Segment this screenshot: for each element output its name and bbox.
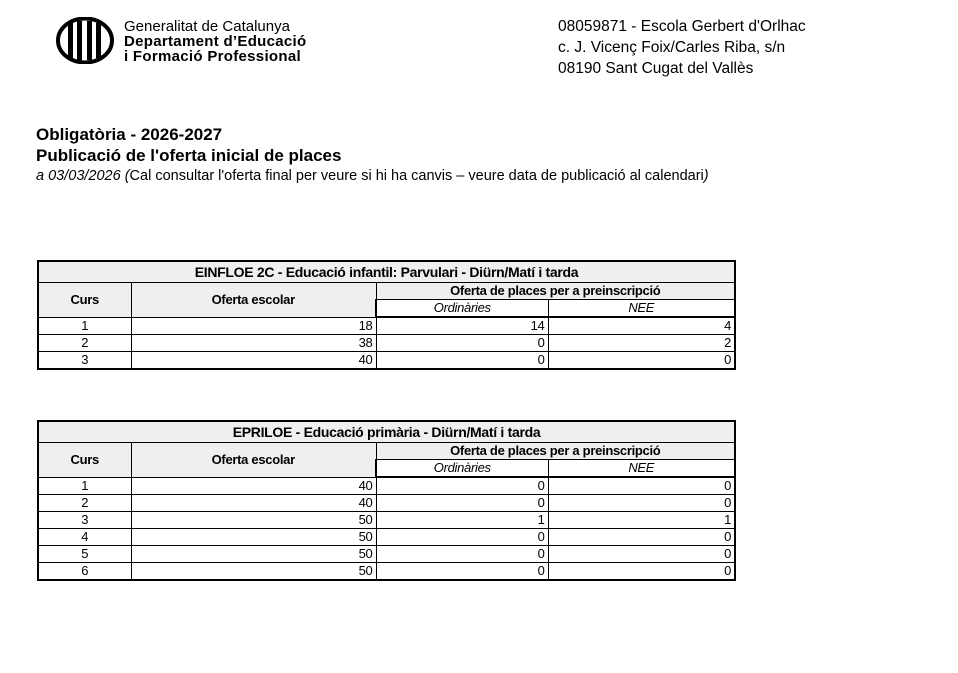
nee-cell: 0 xyxy=(548,495,735,512)
header-places: Oferta de places per a preinscripció xyxy=(376,283,735,300)
curs-cell: 1 xyxy=(38,317,131,335)
paren: ) xyxy=(703,168,709,184)
curs-cell: 5 xyxy=(38,546,131,563)
header-nee: NEE xyxy=(548,300,735,318)
ordinaries-cell: 0 xyxy=(376,477,548,495)
table-row xyxy=(38,512,735,529)
nee-cell: 4 xyxy=(548,317,735,335)
header-oferta-escolar: Oferta escolar xyxy=(131,443,376,478)
publication-date: a 03/03/2026 xyxy=(36,168,121,184)
table-row xyxy=(38,495,735,512)
nee-cell: 0 xyxy=(548,563,735,581)
org-line: Departament d’Educació xyxy=(124,33,307,50)
school-city: 08190 Sant Cugat del Vallès xyxy=(558,60,754,77)
nee-cell: 0 xyxy=(548,477,735,495)
oferta-escolar-cell: 50 xyxy=(131,563,376,581)
curs-cell: 2 xyxy=(38,335,131,352)
ordinaries-cell: 0 xyxy=(376,563,548,581)
ordinaries-cell: 0 xyxy=(376,495,548,512)
ordinaries-cell: 14 xyxy=(376,317,548,335)
header-curs: Curs xyxy=(38,283,131,318)
curs-cell: 4 xyxy=(38,529,131,546)
generalitat-logo xyxy=(55,17,115,64)
ordinaries-cell: 0 xyxy=(376,335,548,352)
ordinaries-cell: 1 xyxy=(376,512,548,529)
school-code-name: 08059871 - Escola Gerbert d'Orlhac xyxy=(558,18,806,35)
oferta-escolar-cell: 50 xyxy=(131,529,376,546)
nee-cell: 0 xyxy=(548,529,735,546)
curs-cell: 6 xyxy=(38,563,131,581)
table-row xyxy=(38,563,735,581)
curs-cell: 3 xyxy=(38,512,131,529)
publication-note xyxy=(36,168,709,184)
oferta-escolar-cell: 50 xyxy=(131,512,376,529)
header-oferta-escolar: Oferta escolar xyxy=(131,283,376,318)
ordinaries-cell: 0 xyxy=(376,546,548,563)
paren: ( xyxy=(120,168,130,184)
header-nee: NEE xyxy=(548,460,735,478)
school-address: c. J. Vicenç Foix/Carles Riba, s/n xyxy=(558,39,786,56)
org-line: Generalitat de Catalunya xyxy=(124,18,290,35)
curs-cell: 1 xyxy=(38,477,131,495)
nee-cell: 0 xyxy=(548,352,735,370)
oferta-escolar-cell: 40 xyxy=(131,495,376,512)
table-title: EINFLOE 2C - Educació infantil: Parvulari - Diürn/Matí i tarda xyxy=(38,261,735,283)
nee-cell: 1 xyxy=(548,512,735,529)
oferta-escolar-cell: 38 xyxy=(131,335,376,352)
table-row xyxy=(38,546,735,563)
page-title: Obligatòria - 2026-2027 xyxy=(36,125,223,144)
oferta-escolar-cell: 40 xyxy=(131,477,376,495)
org-line: i Formació Professional xyxy=(124,48,301,65)
offer-table-infantil xyxy=(37,260,736,370)
offer-table-primaria xyxy=(37,420,736,581)
header-places: Oferta de places per a preinscripció xyxy=(376,443,735,460)
table-title: EPRILOE - Educació primària - Diürn/Matí i tarda xyxy=(38,421,735,443)
header-curs: Curs xyxy=(38,443,131,478)
nee-cell: 0 xyxy=(548,546,735,563)
organization-name xyxy=(124,19,306,64)
note-text: Cal consultar l'oferta final per veure si hi ha canvis – veure data de publicació al calendari xyxy=(129,168,704,184)
table-row xyxy=(38,352,735,370)
ordinaries-cell: 0 xyxy=(376,529,548,546)
nee-cell: 2 xyxy=(548,335,735,352)
curs-cell: 3 xyxy=(38,352,131,370)
school-info xyxy=(558,16,806,79)
table-row xyxy=(38,477,735,495)
oferta-escolar-cell: 40 xyxy=(131,352,376,370)
page-subtitle: Publicació de l'oferta inicial de places xyxy=(36,146,342,165)
header-ordinaries: Ordinàries xyxy=(376,300,548,318)
table-row xyxy=(38,529,735,546)
oferta-escolar-cell: 50 xyxy=(131,546,376,563)
curs-cell: 2 xyxy=(38,495,131,512)
ordinaries-cell: 0 xyxy=(376,352,548,370)
table-row xyxy=(38,335,735,352)
header-ordinaries: Ordinàries xyxy=(376,460,548,478)
table-row xyxy=(38,317,735,335)
oferta-escolar-cell: 18 xyxy=(131,317,376,335)
document-titles xyxy=(36,124,709,184)
